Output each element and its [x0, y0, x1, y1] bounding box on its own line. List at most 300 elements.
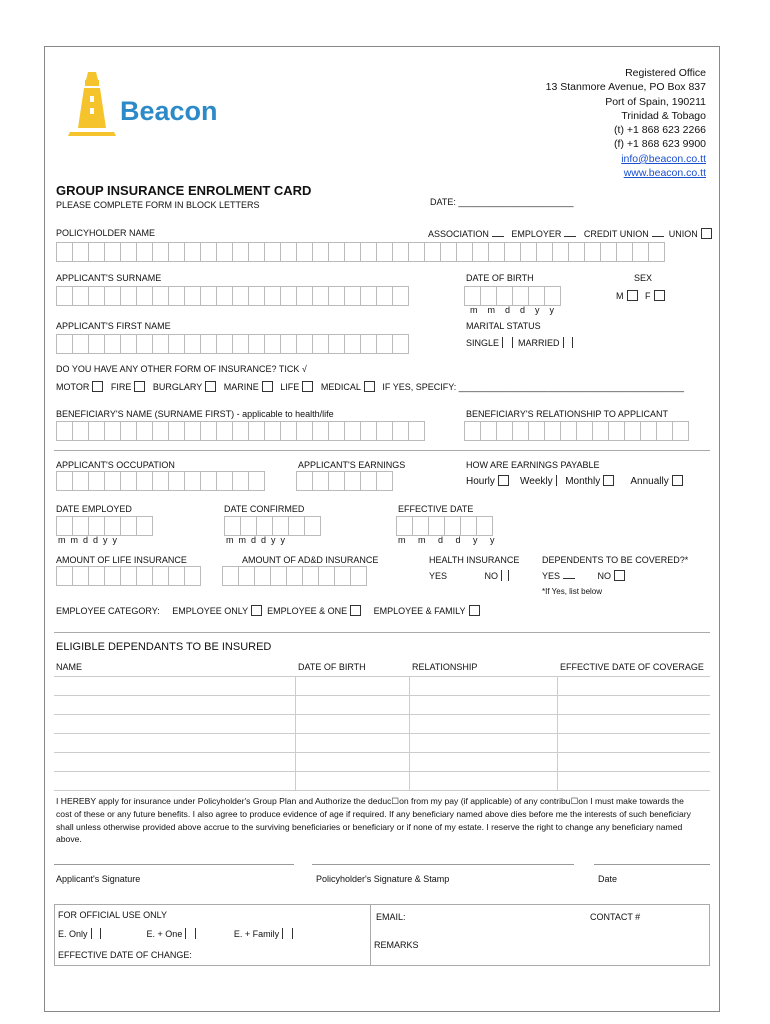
char-box[interactable] — [656, 421, 673, 441]
dep-yes-checkbox[interactable] — [563, 578, 575, 579]
medical-label: MEDICAL — [320, 382, 361, 392]
employer-label: EMPLOYER — [511, 229, 562, 239]
char-box[interactable] — [328, 242, 345, 262]
char-box[interactable] — [344, 242, 361, 262]
char-box[interactable] — [350, 566, 367, 586]
sex-m-checkbox[interactable] — [627, 290, 638, 301]
char-box[interactable] — [72, 566, 89, 586]
char-box[interactable] — [376, 242, 393, 262]
char-box[interactable] — [512, 286, 529, 306]
form-title: GROUP INSURANCE ENROLMENT CARD — [56, 183, 312, 198]
specify-field[interactable]: IF YES, SPECIFY: _____________________________________________ — [382, 382, 684, 392]
char-box[interactable] — [584, 242, 601, 262]
char-box[interactable] — [152, 471, 169, 491]
brand-name: Beacon — [120, 96, 218, 126]
char-box[interactable] — [296, 421, 313, 441]
char-box[interactable] — [72, 334, 89, 354]
char-box[interactable] — [256, 516, 273, 536]
char-box[interactable] — [56, 286, 73, 306]
char-box[interactable] — [344, 471, 361, 491]
char-box[interactable] — [344, 421, 361, 441]
char-box[interactable] — [272, 516, 289, 536]
char-box[interactable] — [200, 242, 217, 262]
weekly-checkbox[interactable] — [556, 475, 557, 486]
char-box[interactable] — [72, 421, 89, 441]
email-link[interactable]: info@beacon.co.tt — [621, 152, 706, 165]
char-box[interactable] — [488, 242, 505, 262]
char-box[interactable] — [120, 286, 137, 306]
beneficiary-relationship-field[interactable] — [464, 421, 688, 441]
char-box[interactable] — [168, 286, 185, 306]
char-box[interactable] — [120, 471, 137, 491]
char-box[interactable] — [248, 471, 265, 491]
char-box[interactable] — [184, 471, 201, 491]
char-box[interactable] — [224, 516, 241, 536]
date-confirmed-field[interactable] — [224, 516, 320, 536]
char-box[interactable] — [104, 471, 121, 491]
marine-checkbox[interactable] — [262, 381, 273, 392]
char-box[interactable] — [360, 242, 377, 262]
employee-one-checkbox[interactable] — [350, 605, 361, 616]
char-box[interactable] — [56, 334, 73, 354]
e-only-checkbox[interactable] — [100, 928, 101, 939]
char-box[interactable] — [104, 286, 121, 306]
char-box[interactable] — [504, 242, 521, 262]
dependants-table[interactable] — [54, 676, 710, 791]
char-box[interactable] — [56, 471, 73, 491]
char-box[interactable] — [72, 471, 89, 491]
web-link[interactable]: www.beacon.co.tt — [623, 167, 706, 180]
union-checkbox[interactable] — [701, 228, 712, 239]
char-box[interactable] — [328, 471, 345, 491]
char-box[interactable] — [460, 516, 477, 536]
sex-label: SEX — [634, 273, 653, 283]
char-box[interactable] — [480, 286, 497, 306]
char-box[interactable] — [552, 242, 569, 262]
table-header-relationship: RELATIONSHIP — [412, 662, 478, 672]
assoc-options — [428, 228, 712, 239]
char-box[interactable] — [216, 334, 233, 354]
char-box[interactable] — [296, 471, 313, 491]
char-box[interactable] — [216, 242, 233, 262]
char-box[interactable] — [360, 286, 377, 306]
if-yes-note: *If Yes, list below — [542, 587, 603, 596]
char-box[interactable] — [576, 421, 593, 441]
date-employed-format: m m d d y y — [58, 535, 118, 545]
char-box[interactable] — [296, 334, 313, 354]
occupation-field[interactable] — [56, 471, 264, 491]
char-box[interactable] — [120, 242, 137, 262]
sex-f-checkbox[interactable] — [654, 290, 665, 301]
employee-only-checkbox[interactable] — [251, 605, 262, 616]
effective-change-label: EFFECTIVE DATE OF CHANGE: — [58, 950, 192, 960]
char-box[interactable] — [608, 421, 625, 441]
char-box[interactable] — [232, 242, 249, 262]
char-box[interactable] — [88, 566, 105, 586]
add-amount-field[interactable] — [222, 566, 366, 586]
char-box[interactable] — [56, 421, 73, 441]
office-info — [546, 66, 706, 180]
employer-checkbox[interactable] — [564, 236, 576, 237]
char-box[interactable] — [392, 242, 409, 262]
life-checkbox[interactable] — [302, 381, 313, 392]
char-box[interactable] — [344, 286, 361, 306]
char-box[interactable] — [536, 242, 553, 262]
motor-checkbox[interactable] — [92, 381, 103, 392]
category-label: EMPLOYEE CATEGORY: — [56, 606, 160, 616]
char-box[interactable] — [334, 566, 351, 586]
char-box[interactable] — [264, 334, 281, 354]
add-amount-label: AMOUNT OF AD&D INSURANCE — [242, 555, 379, 565]
char-box[interactable] — [640, 421, 657, 441]
char-box[interactable] — [396, 516, 413, 536]
monthly-label: Monthly — [565, 476, 601, 487]
other-insurance-label: DO YOU HAVE ANY OTHER FORM OF INSURANCE? TICK √ — [56, 364, 307, 374]
char-box[interactable] — [328, 334, 345, 354]
e-only-label: E. Only — [58, 929, 88, 939]
char-box[interactable] — [184, 421, 201, 441]
employee-one-label: EMPLOYEE & ONE — [267, 606, 348, 616]
char-box[interactable] — [296, 242, 313, 262]
official-options — [58, 928, 296, 939]
first-name-label: APPLICANT'S FIRST NAME — [56, 321, 171, 331]
burglary-label: BURGLARY — [152, 382, 203, 392]
char-box[interactable] — [136, 242, 153, 262]
char-box[interactable] — [248, 286, 265, 306]
char-box[interactable] — [136, 566, 153, 586]
dob-field[interactable] — [464, 286, 560, 306]
dep-no-checkbox[interactable] — [614, 570, 625, 581]
monthly-checkbox[interactable] — [603, 475, 614, 486]
char-box[interactable] — [216, 421, 233, 441]
char-box[interactable] — [136, 471, 153, 491]
char-box[interactable] — [248, 421, 265, 441]
char-box[interactable] — [240, 516, 257, 536]
char-box[interactable] — [222, 566, 239, 586]
char-box[interactable] — [200, 286, 217, 306]
beneficiary-relationship-label: BENEFICIARY'S RELATIONSHIP TO APPLICANT — [466, 409, 668, 419]
char-box[interactable] — [200, 421, 217, 441]
marital-label: MARITAL STATUS — [466, 321, 541, 331]
date-label: DATE: _______________________ — [430, 197, 574, 207]
char-box[interactable] — [88, 421, 105, 441]
char-box[interactable] — [480, 421, 497, 441]
char-box[interactable] — [232, 286, 249, 306]
life-amount-field[interactable] — [56, 566, 200, 586]
pay-options — [466, 475, 683, 487]
char-box[interactable] — [120, 421, 137, 441]
employee-family-checkbox[interactable] — [469, 605, 480, 616]
table-header-name: NAME — [56, 662, 83, 672]
office-line: (t) +1 868 623 2266 — [614, 124, 706, 137]
single-label: SINGLE — [466, 338, 500, 348]
date-signature-label: Date — [598, 874, 618, 884]
char-box[interactable] — [280, 421, 297, 441]
char-box[interactable] — [280, 286, 297, 306]
char-box[interactable] — [318, 566, 335, 586]
char-box[interactable] — [168, 421, 185, 441]
char-box[interactable] — [104, 421, 121, 441]
employee-family-label: EMPLOYEE & FAMILY — [373, 606, 466, 616]
char-box[interactable] — [296, 286, 313, 306]
char-box[interactable] — [104, 566, 121, 586]
char-box[interactable] — [376, 334, 393, 354]
char-box[interactable] — [104, 242, 121, 262]
char-box[interactable] — [280, 334, 297, 354]
credit-union-checkbox[interactable] — [652, 236, 664, 237]
char-box[interactable] — [280, 242, 297, 262]
eligible-dependants-title: ELIGIBLE DEPENDANTS TO BE INSURED — [56, 641, 272, 653]
annually-checkbox[interactable] — [672, 475, 683, 486]
char-box[interactable] — [648, 242, 665, 262]
char-box[interactable] — [632, 242, 649, 262]
office-line: (f) +1 868 623 9900 — [614, 138, 706, 151]
married-checkbox[interactable] — [572, 337, 573, 348]
office-line: 13 Stanmore Avenue, PO Box 837 — [545, 81, 706, 94]
char-box[interactable] — [200, 471, 217, 491]
char-box[interactable] — [560, 421, 577, 441]
char-box[interactable] — [624, 421, 641, 441]
health-no-label: NO — [484, 571, 499, 581]
beneficiary-name-label: BENEFICIARY'S NAME (SURNAME FIRST) - applicable to health/life — [56, 409, 334, 419]
char-box[interactable] — [152, 421, 169, 441]
sex-options — [616, 290, 665, 301]
char-box[interactable] — [232, 471, 249, 491]
char-box[interactable] — [72, 516, 89, 536]
medical-checkbox[interactable] — [364, 381, 375, 392]
hourly-checkbox[interactable] — [498, 475, 509, 486]
char-box[interactable] — [104, 516, 121, 536]
char-box[interactable] — [328, 286, 345, 306]
health-yes-label: YES — [429, 571, 448, 581]
motor-label: MOTOR — [56, 382, 90, 392]
date-employed-label: DATE EMPLOYED — [56, 504, 132, 514]
effective-date-field[interactable] — [396, 516, 492, 536]
policyholder-name-label: POLICYHOLDER NAME — [56, 228, 156, 238]
char-box[interactable] — [264, 421, 281, 441]
char-box[interactable] — [232, 334, 249, 354]
e-family-label: E. + Family — [233, 929, 280, 939]
char-box[interactable] — [120, 566, 137, 586]
char-box[interactable] — [472, 242, 489, 262]
char-box[interactable] — [360, 421, 377, 441]
char-box[interactable] — [168, 334, 185, 354]
hourly-label: Hourly — [466, 476, 495, 487]
char-box[interactable] — [248, 334, 265, 354]
health-label: HEALTH INSURANCE — [429, 555, 520, 565]
credit-union-label: CREDIT UNION — [583, 229, 649, 239]
effective-date-format: m m d d y y — [398, 535, 495, 545]
sex-m-label: M — [616, 291, 624, 301]
char-box[interactable] — [496, 421, 513, 441]
char-box[interactable] — [286, 566, 303, 586]
char-box[interactable] — [544, 286, 561, 306]
char-box[interactable] — [528, 286, 545, 306]
char-box[interactable] — [200, 334, 217, 354]
char-box[interactable] — [264, 242, 281, 262]
char-box[interactable] — [312, 421, 329, 441]
char-box[interactable] — [392, 286, 409, 306]
payable-label: HOW ARE EARNINGS PAYABLE — [466, 460, 600, 470]
char-box[interactable] — [444, 516, 461, 536]
e-one-checkbox[interactable] — [195, 928, 196, 939]
date-confirmed-label: DATE CONFIRMED — [224, 504, 305, 514]
char-box[interactable] — [376, 286, 393, 306]
char-box[interactable] — [152, 242, 169, 262]
char-box[interactable] — [168, 471, 185, 491]
char-box[interactable] — [56, 242, 73, 262]
char-box[interactable] — [312, 242, 329, 262]
official-email-label: EMAIL: — [376, 912, 406, 922]
marine-label: MARINE — [223, 382, 259, 392]
char-box[interactable] — [464, 421, 481, 441]
char-box[interactable] — [376, 421, 393, 441]
official-contact-label: CONTACT # — [590, 912, 641, 922]
char-box[interactable] — [136, 421, 153, 441]
life-label: LIFE — [280, 382, 300, 392]
char-box[interactable] — [312, 334, 329, 354]
char-box[interactable] — [528, 421, 545, 441]
dob-format: m m d d y y — [470, 305, 555, 315]
char-box[interactable] — [328, 421, 345, 441]
char-box[interactable] — [312, 471, 329, 491]
char-box[interactable] — [72, 242, 89, 262]
earnings-field[interactable] — [296, 471, 392, 491]
char-box[interactable] — [136, 516, 153, 536]
char-box[interactable] — [440, 242, 457, 262]
char-box[interactable] — [672, 421, 689, 441]
char-box[interactable] — [376, 471, 393, 491]
char-box[interactable] — [168, 242, 185, 262]
char-box[interactable] — [248, 242, 265, 262]
char-box[interactable] — [56, 516, 73, 536]
char-box[interactable] — [412, 516, 429, 536]
char-box[interactable] — [88, 242, 105, 262]
char-box[interactable] — [152, 286, 169, 306]
char-box[interactable] — [216, 286, 233, 306]
char-box[interactable] — [254, 566, 271, 586]
marital-options — [466, 337, 576, 348]
char-box[interactable] — [302, 566, 319, 586]
char-box[interactable] — [136, 286, 153, 306]
union-label: UNION — [668, 229, 698, 239]
effective-date-label: EFFECTIVE DATE — [398, 504, 474, 514]
char-box[interactable] — [168, 566, 185, 586]
date-employed-field[interactable] — [56, 516, 152, 536]
official-use-label: FOR OFFICIAL USE ONLY — [58, 910, 168, 920]
char-box[interactable] — [288, 516, 305, 536]
char-box[interactable] — [344, 334, 361, 354]
employee-only-label: EMPLOYEE ONLY — [172, 606, 249, 616]
char-box[interactable] — [238, 566, 255, 586]
char-box[interactable] — [264, 286, 281, 306]
char-box[interactable] — [72, 286, 89, 306]
beneficiary-name-field[interactable] — [56, 421, 424, 441]
char-box[interactable] — [152, 334, 169, 354]
char-box[interactable] — [88, 471, 105, 491]
employee-category — [56, 605, 480, 616]
policyholder-signature-label: Policyholder's Signature & Stamp — [316, 874, 450, 884]
char-box[interactable] — [88, 516, 105, 536]
char-box[interactable] — [392, 334, 409, 354]
char-box[interactable] — [408, 421, 425, 441]
char-box[interactable] — [568, 242, 585, 262]
char-box[interactable] — [56, 566, 73, 586]
lighthouse-logo-icon — [66, 68, 118, 138]
char-box[interactable] — [216, 471, 233, 491]
char-box[interactable] — [512, 421, 529, 441]
char-box[interactable] — [408, 242, 425, 262]
occupation-label: APPLICANT'S OCCUPATION — [56, 460, 175, 470]
e-family-checkbox[interactable] — [292, 928, 293, 939]
sex-f-label: F — [645, 291, 651, 301]
char-box[interactable] — [104, 334, 121, 354]
earnings-label: APPLICANT'S EARNINGS — [298, 460, 406, 470]
applicant-signature-label: Applicant's Signature — [56, 874, 141, 884]
char-box[interactable] — [428, 516, 445, 536]
char-box[interactable] — [232, 421, 249, 441]
char-box[interactable] — [120, 334, 137, 354]
char-box[interactable] — [424, 242, 441, 262]
office-line: Registered Office — [625, 67, 706, 79]
health-no-checkbox[interactable] — [508, 570, 509, 581]
single-checkbox[interactable] — [512, 337, 513, 348]
fire-checkbox[interactable] — [134, 381, 145, 392]
char-box[interactable] — [184, 334, 201, 354]
char-box[interactable] — [152, 566, 169, 586]
char-box[interactable] — [88, 286, 105, 306]
char-box[interactable] — [592, 421, 609, 441]
dependents-options — [542, 570, 625, 581]
char-box[interactable] — [600, 242, 617, 262]
char-box[interactable] — [304, 516, 321, 536]
fire-label: FIRE — [110, 382, 132, 392]
form-subtitle: PLEASE COMPLETE FORM IN BLOCK LETTERS — [56, 200, 260, 210]
dep-yes-label: YES — [542, 571, 561, 581]
surname-label: APPLICANT'S SURNAME — [56, 273, 162, 283]
burglary-checkbox[interactable] — [205, 381, 216, 392]
char-box[interactable] — [520, 242, 537, 262]
char-box[interactable] — [88, 334, 105, 354]
char-box[interactable] — [456, 242, 473, 262]
char-box[interactable] — [616, 242, 633, 262]
remarks-label: REMARKS — [374, 940, 419, 950]
char-box[interactable] — [120, 516, 137, 536]
policyholder-name-field[interactable] — [56, 242, 664, 262]
surname-field[interactable] — [56, 286, 408, 306]
married-label: MARRIED — [518, 338, 560, 348]
char-box[interactable] — [360, 334, 377, 354]
assoc-checkbox[interactable] — [492, 236, 504, 237]
char-box[interactable] — [360, 471, 377, 491]
first-name-field[interactable] — [56, 334, 408, 354]
e-one-label: E. + One — [146, 929, 183, 939]
char-box[interactable] — [184, 566, 201, 586]
insurance-types — [56, 381, 684, 392]
health-options — [429, 570, 512, 581]
char-box[interactable] — [496, 286, 513, 306]
char-box[interactable] — [464, 286, 481, 306]
char-box[interactable] — [184, 242, 201, 262]
char-box[interactable] — [392, 421, 409, 441]
char-box[interactable] — [136, 334, 153, 354]
char-box[interactable] — [184, 286, 201, 306]
char-box[interactable] — [312, 286, 329, 306]
char-box[interactable] — [544, 421, 561, 441]
char-box[interactable] — [270, 566, 287, 586]
date-confirmed-format: m m d d y y — [226, 535, 286, 545]
char-box[interactable] — [476, 516, 493, 536]
